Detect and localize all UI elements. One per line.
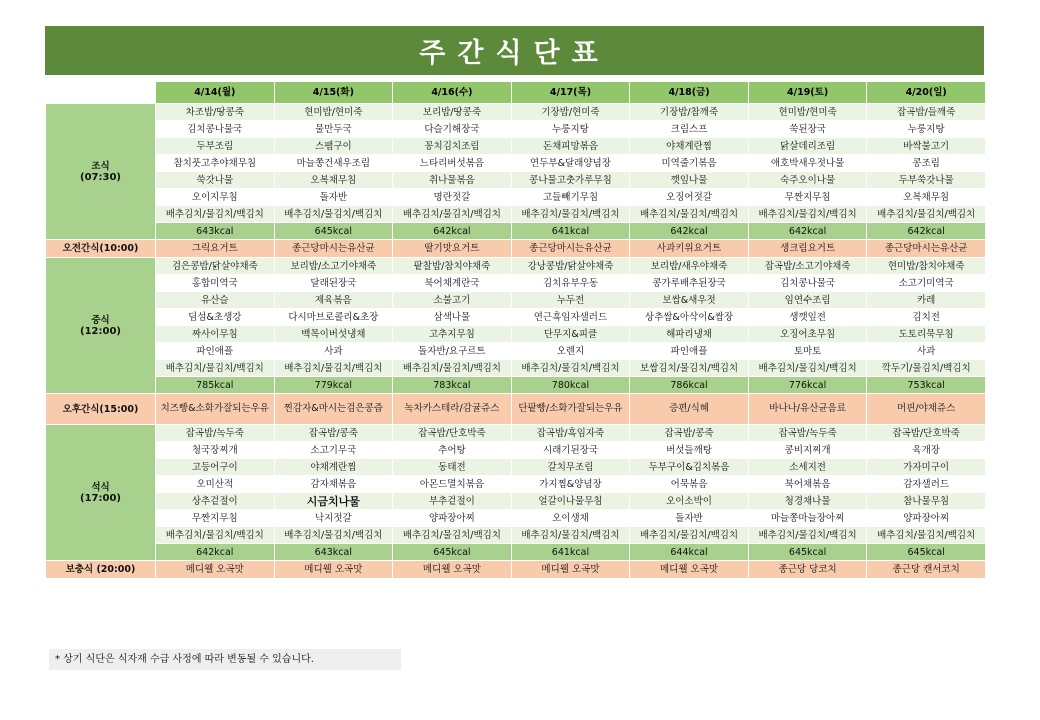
snack-item: 종근당 당코치: [748, 561, 867, 579]
menu-item: 느타리버섯볶음: [393, 155, 512, 172]
menu-item: 가자미구이: [867, 459, 986, 476]
menu-item: 오징어젓갈: [630, 189, 749, 206]
menu-item: 야채계란찜: [630, 138, 749, 155]
menu-item: 소고기미역국: [867, 275, 986, 292]
menu-item: 기장밥/현미죽: [511, 104, 630, 121]
kcal-value: 644kcal: [630, 544, 749, 561]
afternoon_snack-row: [46, 394, 986, 425]
menu-item: 파인애플: [156, 343, 275, 360]
day-header: 4/14(월): [156, 82, 275, 104]
kcal-value: 641kcal: [511, 223, 630, 240]
menu-item: 배추김치/물김치/백김치: [748, 206, 867, 223]
kcal-value: 641kcal: [511, 544, 630, 561]
snack-item: 사과키위요거트: [630, 240, 749, 258]
day-header: 4/20(일): [867, 82, 986, 104]
snack-item: 종근당마시는유산균: [511, 240, 630, 258]
snack-item: 머핀/야채쥬스: [867, 394, 986, 425]
menu-item: 육개장: [867, 442, 986, 459]
menu-item: 감자채볶음: [274, 476, 393, 493]
menu-item: 크림스프: [630, 121, 749, 138]
menu-item: 배추김치/물김치/백김치: [630, 206, 749, 223]
menu-item: 잡곡밥/콩죽: [274, 425, 393, 442]
corner-cell: [46, 82, 156, 104]
menu-item: 배추김치/물김치/백김치: [393, 206, 512, 223]
dinner-label-cell: [46, 425, 156, 561]
menu-item: 상추쌈&아삭이&쌈장: [630, 309, 749, 326]
menu-item: 버섯들깨탕: [630, 442, 749, 459]
menu-item: 무짠지무침: [156, 510, 275, 527]
menu-item: 삼색나물: [393, 309, 512, 326]
dinner-kcal-row: [46, 544, 986, 561]
dinner-row: [46, 510, 986, 527]
kcal-value: 642kcal: [748, 223, 867, 240]
snack-item: 메디웰 오곡맛: [274, 561, 393, 579]
kcal-value: 753kcal: [867, 377, 986, 394]
menu-item: 오이지무침: [156, 189, 275, 206]
menu-item: 양파장아찌: [393, 510, 512, 527]
footnote: * 상기 식단은 식자재 수급 사정에 따라 변동될 수 있습니다.: [49, 649, 401, 670]
breakfast-time: (07:30): [80, 171, 121, 183]
menu-item: 시래기된장국: [511, 442, 630, 459]
menu-item: 추어탕: [393, 442, 512, 459]
menu-item: 깻잎나물: [630, 172, 749, 189]
menu-item: 배추김치/물김치/백김치: [393, 360, 512, 377]
snack-item: 그릭요거트: [156, 240, 275, 258]
menu-item: 카레: [867, 292, 986, 309]
day-header: 4/15(화): [274, 82, 393, 104]
menu-item: 파인애플: [630, 343, 749, 360]
menu-item: 잡곡밥/소고기야채죽: [748, 258, 867, 275]
menu-item: 누두전: [511, 292, 630, 309]
lunch-kcal-row: [46, 377, 986, 394]
snack-item: 단팥빵/소화가잘되는우유: [511, 394, 630, 425]
menu-item: 잡곡밥/흑임자죽: [511, 425, 630, 442]
dinner-row: [46, 527, 986, 544]
kcal-value: 645kcal: [274, 223, 393, 240]
menu-item: 차조밥/땅콩죽: [156, 104, 275, 121]
kcal-value: 643kcal: [274, 544, 393, 561]
menu-item: 애호박새우젓나물: [748, 155, 867, 172]
menu-item: 무짠지무침: [748, 189, 867, 206]
snack-item: 바나나/유산균음료: [748, 394, 867, 425]
menu-item: 물만두국: [274, 121, 393, 138]
menu-item: 배추김치/물김치/백김치: [274, 527, 393, 544]
menu-item: 배추김치/물김치/백김치: [511, 360, 630, 377]
breakfast-label-cell: [46, 104, 156, 240]
menu-item: 보쌈김치/물김치/백김치: [630, 360, 749, 377]
menu-item: 돈채피망볶음: [511, 138, 630, 155]
menu-item: 배추김치/물김치/백김치: [156, 360, 275, 377]
menu-item: 동태전: [393, 459, 512, 476]
menu-item: 양파장아찌: [867, 510, 986, 527]
menu-item: 배추김치/물김치/백김치: [630, 527, 749, 544]
menu-item: 해파리냉채: [630, 326, 749, 343]
menu-item: 제육볶음: [274, 292, 393, 309]
menu-item: 고추지무침: [393, 326, 512, 343]
kcal-value: 642kcal: [156, 544, 275, 561]
snack-item: 메디웰 오곡맛: [156, 561, 275, 579]
dinner-row: [46, 459, 986, 476]
menu-item: 김치콩나물국: [748, 275, 867, 292]
breakfast-row: [46, 155, 986, 172]
menu-item: 두부쑥갓나물: [867, 172, 986, 189]
day-header: 4/19(토): [748, 82, 867, 104]
menu-item: 현미밥/현미죽: [274, 104, 393, 121]
menu-item: 임연수조림: [748, 292, 867, 309]
lunch-label: 중식: [91, 314, 110, 326]
snack-item: 딸기맛요거트: [393, 240, 512, 258]
menu-item: 팥찰밥/참치야채죽: [393, 258, 512, 275]
menu-item: 누룽지탕: [511, 121, 630, 138]
kcal-value: 642kcal: [630, 223, 749, 240]
snack-item: 찐감자&마시는검은콩즙: [274, 394, 393, 425]
lunch-row: [46, 258, 986, 275]
breakfast-row: [46, 104, 986, 121]
menu-item: 두부조림: [156, 138, 275, 155]
lunch-row: [46, 326, 986, 343]
menu-item: 오복채무침: [867, 189, 986, 206]
menu-item: 다슬기해장국: [393, 121, 512, 138]
kcal-value: 776kcal: [748, 377, 867, 394]
menu-item: 강낭콩밥/닭살야채죽: [511, 258, 630, 275]
menu-item: 달래된장국: [274, 275, 393, 292]
breakfast-kcal-row: [46, 223, 986, 240]
menu-item: 마늘쫑건새우조림: [274, 155, 393, 172]
menu-item: 명란젓갈: [393, 189, 512, 206]
menu-item: 잡곡밥/녹두죽: [156, 425, 275, 442]
menu-item: 깍두기/물김치/백김치: [867, 360, 986, 377]
menu-item: 사과: [274, 343, 393, 360]
menu-item: 배추김치/물김치/백김치: [156, 206, 275, 223]
menu-item: 오미산적: [156, 476, 275, 493]
menu-item: 미역줄기볶음: [630, 155, 749, 172]
weekly-menu-table: [45, 81, 986, 579]
snack-item: 생크림요거트: [748, 240, 867, 258]
menu-item: 콩조림: [867, 155, 986, 172]
dinner-row: [46, 442, 986, 459]
kcal-value: 783kcal: [393, 377, 512, 394]
menu-item: 꽁치김치조림: [393, 138, 512, 155]
menu-item: 토마토: [748, 343, 867, 360]
kcal-value: 779kcal: [274, 377, 393, 394]
snack-item: 녹차카스테라/감귤쥬스: [393, 394, 512, 425]
menu-item: 닭살데리조림: [748, 138, 867, 155]
menu-item: 연두부&달래양념장: [511, 155, 630, 172]
kcal-value: 780kcal: [511, 377, 630, 394]
day-header: 4/18(금): [630, 82, 749, 104]
morning_snack-row: [46, 240, 986, 258]
breakfast-row: [46, 172, 986, 189]
kcal-value: 642kcal: [393, 223, 512, 240]
menu-item: 스팸구이: [274, 138, 393, 155]
menu-item: 보리밥/땅콩죽: [393, 104, 512, 121]
snack-item: 종근당마시는유산균: [867, 240, 986, 258]
menu-item: 짜사이무침: [156, 326, 275, 343]
dinner-row: [46, 476, 986, 493]
menu-item: 배추김치/물김치/백김치: [511, 527, 630, 544]
menu-item: 배추김치/물김치/백김치: [867, 527, 986, 544]
menu-item: 북어채계란국: [393, 275, 512, 292]
menu-item: 배추김치/물김치/백김치: [748, 360, 867, 377]
menu-item: 청국장찌개: [156, 442, 275, 459]
kcal-value: 642kcal: [867, 223, 986, 240]
menu-item: 쑥갓나물: [156, 172, 275, 189]
breakfast-row: [46, 121, 986, 138]
menu-item: 배추김치/물김치/백김치: [156, 527, 275, 544]
menu-item: 콩가루배추된장국: [630, 275, 749, 292]
menu-item: 배추김치/물김치/백김치: [748, 527, 867, 544]
snack-item: 치즈빵&소화가잘되는우유: [156, 394, 275, 425]
dinner-label: 석식: [91, 481, 110, 493]
menu-item: 돌자반: [630, 510, 749, 527]
day-header: 4/16(수): [393, 82, 512, 104]
menu-item: 백목이버섯냉채: [274, 326, 393, 343]
menu-item: 보리밥/소고기야채죽: [274, 258, 393, 275]
lunch-row: [46, 292, 986, 309]
menu-item: 오징어초무침: [748, 326, 867, 343]
day-header-row: [46, 82, 986, 104]
menu-item: 시금치나물: [274, 493, 393, 510]
menu-item: 고들빼기무침: [511, 189, 630, 206]
menu-item: 두부구이&김치볶음: [630, 459, 749, 476]
menu-item: 야채계란찜: [274, 459, 393, 476]
menu-item: 감자샐러드: [867, 476, 986, 493]
menu-item: 잡곡밥/콩죽: [630, 425, 749, 442]
afternoon_snack-label: 오후간식(15:00): [46, 394, 156, 425]
menu-item: 김치전: [867, 309, 986, 326]
night_snack-row: [46, 561, 986, 579]
snack-item: 메디웰 오곡맛: [393, 561, 512, 579]
kcal-value: 645kcal: [867, 544, 986, 561]
lunch-row: [46, 343, 986, 360]
kcal-value: 785kcal: [156, 377, 275, 394]
menu-item: 부추겉절이: [393, 493, 512, 510]
breakfast-label: 조식: [91, 160, 110, 172]
menu-item: 상추겉절이: [156, 493, 275, 510]
menu-item: 콩나물고춧가루무침: [511, 172, 630, 189]
menu-item: 취나물볶음: [393, 172, 512, 189]
menu-item: 바싹불고기: [867, 138, 986, 155]
menu-item: 생깻잎전: [748, 309, 867, 326]
breakfast-row: [46, 206, 986, 223]
menu-item: 돌자반/요구르트: [393, 343, 512, 360]
menu-item: 소불고기: [393, 292, 512, 309]
lunch-row: [46, 309, 986, 326]
menu-item: 콩비지찌개: [748, 442, 867, 459]
menu-item: 잡곡밥/녹두죽: [748, 425, 867, 442]
lunch-row: [46, 360, 986, 377]
menu-item: 숙주오이나물: [748, 172, 867, 189]
menu-item: 사과: [867, 343, 986, 360]
menu-item: 오렌지: [511, 343, 630, 360]
menu-item: 홍합미역국: [156, 275, 275, 292]
menu-item: 단무지&피클: [511, 326, 630, 343]
kcal-value: 645kcal: [748, 544, 867, 561]
snack-item: 종근당마시는유산균: [274, 240, 393, 258]
lunch-time: (12:00): [80, 325, 121, 337]
menu-item: 도토리묵무침: [867, 326, 986, 343]
menu-item: 고등어구이: [156, 459, 275, 476]
menu-item: 얼갈이나물무침: [511, 493, 630, 510]
menu-item: 청경채나물: [748, 493, 867, 510]
snack-item: 종근당 캔서코치: [867, 561, 986, 579]
menu-item: 유산슬: [156, 292, 275, 309]
menu-item: 북어채볶음: [748, 476, 867, 493]
day-header: 4/17(목): [511, 82, 630, 104]
snack-item: 메디웰 오곡맛: [511, 561, 630, 579]
dinner-row: [46, 425, 986, 442]
menu-item: 잡곡밥/단호박죽: [867, 425, 986, 442]
snack-item: 메디웰 오곡맛: [630, 561, 749, 579]
lunch-row: [46, 275, 986, 292]
menu-item: 잡곡밥/들깨죽: [867, 104, 986, 121]
menu-item: 오복채무침: [274, 172, 393, 189]
menu-item: 딤섬&초생강: [156, 309, 275, 326]
menu-item: 낙지젓갈: [274, 510, 393, 527]
menu-item: 김치유부우동: [511, 275, 630, 292]
menu-item: 마늘쫑마늘장아찌: [748, 510, 867, 527]
dinner-time: (17:00): [80, 492, 121, 504]
page-title: 주간식단표: [45, 26, 984, 75]
menu-item: 현미밥/참치야채죽: [867, 258, 986, 275]
breakfast-row: [46, 138, 986, 155]
lunch-label-cell: [46, 258, 156, 394]
menu-item: 검은콩밥/닭살야채죽: [156, 258, 275, 275]
menu-item: 기장밥/참깨죽: [630, 104, 749, 121]
dinner-row: [46, 493, 986, 510]
menu-item: 누룽지탕: [867, 121, 986, 138]
menu-item: 보쌈&새우젓: [630, 292, 749, 309]
menu-item: 오이생채: [511, 510, 630, 527]
menu-item: 참치풋고추야채무침: [156, 155, 275, 172]
menu-item: 다시마브로콜리&초장: [274, 309, 393, 326]
morning_snack-label: 오전간식(10:00): [46, 240, 156, 258]
menu-item: 소세지전: [748, 459, 867, 476]
menu-item: 잡곡밥/단호박죽: [393, 425, 512, 442]
kcal-value: 786kcal: [630, 377, 749, 394]
menu-item: 배추김치/물김치/백김치: [274, 360, 393, 377]
menu-item: 보리밥/새우야채죽: [630, 258, 749, 275]
kcal-value: 643kcal: [156, 223, 275, 240]
menu-item: 배추김치/물김치/백김치: [511, 206, 630, 223]
menu-item: 어묵볶음: [630, 476, 749, 493]
kcal-value: 645kcal: [393, 544, 512, 561]
menu-item: 쑥된장국: [748, 121, 867, 138]
night_snack-label: 보충식 (20:00): [46, 561, 156, 579]
menu-item: 배추김치/물김치/백김치: [867, 206, 986, 223]
menu-item: 돌자반: [274, 189, 393, 206]
menu-item: 참나물무침: [867, 493, 986, 510]
menu-item: 김치콩나물국: [156, 121, 275, 138]
menu-item: 갈치무조림: [511, 459, 630, 476]
snack-item: 증편/식혜: [630, 394, 749, 425]
menu-item: 가지찜&양념장: [511, 476, 630, 493]
menu-item: 배추김치/물김치/백김치: [393, 527, 512, 544]
menu-item: 오이소박이: [630, 493, 749, 510]
menu-item: 연근흑임자샐러드: [511, 309, 630, 326]
menu-item: 아몬드멸치볶음: [393, 476, 512, 493]
breakfast-row: [46, 189, 986, 206]
menu-item: 현미밥/현미죽: [748, 104, 867, 121]
menu-item: 소고기무국: [274, 442, 393, 459]
menu-item: 배추김치/물김치/백김치: [274, 206, 393, 223]
